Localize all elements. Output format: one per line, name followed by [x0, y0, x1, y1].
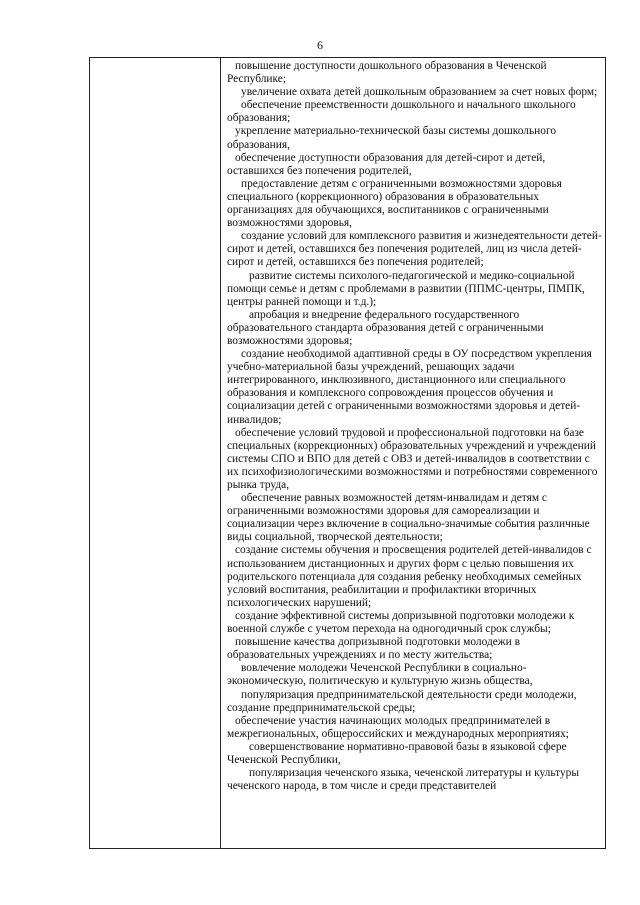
table-right-cell: [221, 58, 605, 848]
list-item: обеспечение преемственности дошкольного и начального школьного образования;: [227, 99, 576, 125]
list-item: популяризация предпринимательской деятельности среди молодежи, создание предпринимательской среды;: [227, 688, 577, 714]
list-item: предоставление детям с ограниченными возможностями здоровья специального (коррекционного) образования в образовательных организациях для обучающихся, воспитанников с ограниченными возможностями здоровья,: [227, 177, 562, 230]
list-item: обеспечение равных возможностей детям-инвалидам и детям с ограниченными возможностями здоровья для самореализации и социализации через включение в социально-значимые события различные виды социальной, творческой деятельности;: [227, 492, 590, 544]
list-item: совершенствование нормативно-правовой базы в языковой сфере Чеченской Республики,: [227, 740, 567, 766]
list-item: обеспечение условий трудовой и профессиональной подготовки на базе специальных (коррекционных) образовательных учреждений и учреждений системы СПО и ВПО для детей с ОВЗ и детей-инвалидов в соответствии с их психофизиологическими возможностями и потребностями современного рынка труда,: [227, 426, 598, 491]
list-item: укрепление материально-технической базы системы дошкольного образования,: [227, 125, 557, 151]
page-number: 6: [317, 38, 323, 52]
list-item: обеспечение доступности образования для детей-сирот и детей, оставшихся без попечения родителей,: [227, 151, 546, 177]
list-item: развитие системы психолого-педагогической и медико-социальной помощи семье и детям с проблемами в развитии (ППМС-центры, ПМПК, центры ранней помощи и т.д.);: [227, 269, 585, 308]
list-item: создание необходимой адаптивной среды в ОУ посредством укрепления учебно-материальной базы учреждений, решающих задачи интегрированного, инклюзивного, дистанционного или специального образования и комплексного сопровождения процессов обучения и социализации детей с ограниченными возможностями здоровья и детей-инвалидов;: [227, 348, 592, 426]
document-table: [89, 57, 606, 849]
list-item: апробация и внедрение федерального государственного образовательного стандарта образования детей с ограниченными возможностями здоровья;: [227, 308, 544, 347]
list-item: увеличение охвата детей дошкольным образованием за счет новых форм;: [241, 86, 598, 99]
table-left-cell: [90, 58, 221, 848]
list-item: создание системы обучения и просвещения родителей детей-инвалидов с использованием дистанционных и других форм с целью повышения их родительского потенциала для создания ребенку необходимых семейных условий воспитания, реабилитации и профилактики вторичных психологических нарушений;: [227, 544, 592, 609]
list-item: вовлечение молодежи Чеченской Республики в социально-экономическую, политическую и культурную жизнь общества,: [227, 662, 533, 688]
list-item: обеспечение участия начинающих молодых предпринимателей в межрегиональных, общероссийских и международных мероприятиях;: [227, 714, 569, 740]
list-item: создание эффективной системы допризывной подготовки молодежи к военной службе с учетом перехода на одногодичный срок службы;: [227, 609, 575, 636]
list-item: создание условий для комплексного развития и жизнедеятельности детей-сирот и детей, оставшихся без попечения родителей, лиц из числа детей-сирот и детей, оставшихся без попечения родителей;: [227, 230, 602, 269]
list-item: повышение доступности дошкольного образования в Чеченской Республике;: [227, 60, 547, 86]
list-item: популяризация чеченского языка, чеченской литературы и культуры чеченского народа, в том числе и среди представителей: [227, 767, 579, 793]
list-item: повышение качества допризывной подготовки молодежи в образовательных учреждениях и по месту жительства;: [227, 636, 520, 662]
